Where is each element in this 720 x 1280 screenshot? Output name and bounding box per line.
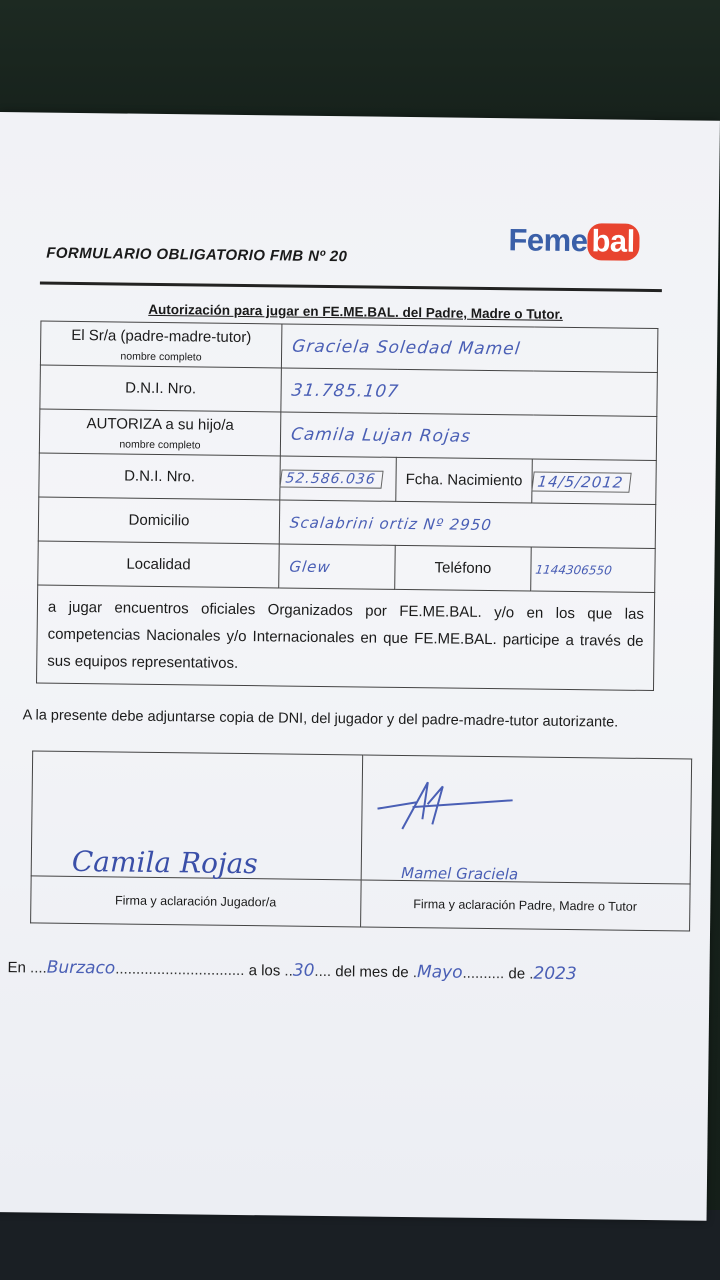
locality-field[interactable] bbox=[279, 544, 396, 589]
parent-name-value: Graciela Soledad Mamel bbox=[290, 336, 522, 359]
child-dni-label: D.N.I. Nro. bbox=[39, 453, 281, 500]
parent-signature: Mamel Graciela bbox=[401, 863, 519, 884]
child-dni-value: 52.586.036 bbox=[279, 469, 383, 488]
femebal-logo bbox=[508, 222, 640, 260]
logo-text-red: bal bbox=[587, 223, 640, 261]
address-label: Domicilio bbox=[38, 497, 280, 544]
de-label: de bbox=[508, 965, 526, 983]
attachment-note: A la presente debe adjuntarse copia de DNI, del jugador y del padre-madre-tutor autorizante. bbox=[22, 707, 619, 731]
parent-dni-value: 31.785.107 bbox=[290, 380, 401, 402]
mes-label: del mes de bbox=[335, 963, 409, 982]
title-divider bbox=[40, 282, 662, 293]
parent-dni-field[interactable] bbox=[281, 368, 658, 417]
parent-signature-caption: Firma y aclaración Padre, Madre o Tutor bbox=[360, 880, 690, 931]
parent-label-cell bbox=[40, 321, 282, 368]
parent-signature-box[interactable] bbox=[361, 755, 692, 884]
locality-value: Glew bbox=[288, 557, 332, 576]
parent-signature-scribble-icon bbox=[372, 774, 523, 846]
address-field[interactable] bbox=[279, 500, 656, 549]
day-value[interactable]: 30 bbox=[292, 960, 315, 981]
signature-table bbox=[30, 750, 692, 931]
parent-sublabel: nombre completo bbox=[120, 350, 202, 364]
player-signature-caption: Firma y aclaración Jugador/a bbox=[31, 876, 361, 927]
parent-dni-label: D.N.I. Nro. bbox=[40, 365, 282, 412]
place-date-line: En ....Burzaco............................... a los ..30.... del mes de .Mayo.......... de .2023 bbox=[7, 957, 577, 985]
child-label: AUTORIZA a su hijo/a bbox=[86, 415, 234, 434]
parent-label: El Sr/a (padre-madre-tutor) bbox=[71, 326, 252, 347]
year-value[interactable]: 2023 bbox=[533, 963, 577, 985]
address-value: Scalabrini ortiz Nº 2950 bbox=[288, 513, 493, 534]
locality-label: Localidad bbox=[38, 541, 280, 588]
birth-date-value: 14/5/2012 bbox=[531, 471, 631, 492]
phone-label: Teléfono bbox=[395, 545, 532, 591]
child-dni-field[interactable] bbox=[280, 456, 397, 501]
child-name-field[interactable] bbox=[280, 412, 657, 461]
authorization-table bbox=[36, 321, 658, 692]
authorization-paragraph: a jugar encuentros oficiales Organizados por FE.ME.BAL. y/o en los que las competencias Nacionales y/o Internacionales en que FE.ME.BAL. participe a través de sus equipos representativos. bbox=[47, 598, 645, 672]
place-value[interactable]: Burzaco bbox=[46, 957, 116, 979]
child-label-cell bbox=[39, 409, 281, 456]
player-signature-box[interactable] bbox=[31, 751, 362, 880]
phone-value: 1144306550 bbox=[534, 562, 613, 578]
child-name-value: Camila Lujan Rojas bbox=[289, 424, 473, 447]
authorization-text-cell bbox=[37, 585, 655, 691]
player-signature: Camila Rojas bbox=[71, 844, 258, 881]
month-value[interactable]: Mayo bbox=[416, 962, 463, 983]
birth-date-field[interactable] bbox=[532, 459, 657, 505]
parent-name-field[interactable] bbox=[281, 324, 658, 373]
logo-text-blue: Feme bbox=[508, 222, 588, 259]
phone-field[interactable] bbox=[531, 547, 656, 593]
a-los-label: a los bbox=[248, 962, 281, 980]
form-title: FORMULARIO OBLIGATORIO FMB Nº 20 bbox=[46, 244, 348, 266]
authorization-title: Autorización para jugar en FE.ME.BAL. del Padre, Madre o Tutor. bbox=[148, 301, 563, 322]
en-label: En bbox=[7, 959, 27, 977]
child-sublabel: nombre completo bbox=[119, 438, 201, 452]
birth-date-label: Fcha. Nacimiento bbox=[396, 457, 533, 503]
form-paper bbox=[0, 112, 720, 1221]
background-surface bbox=[0, 1210, 720, 1280]
